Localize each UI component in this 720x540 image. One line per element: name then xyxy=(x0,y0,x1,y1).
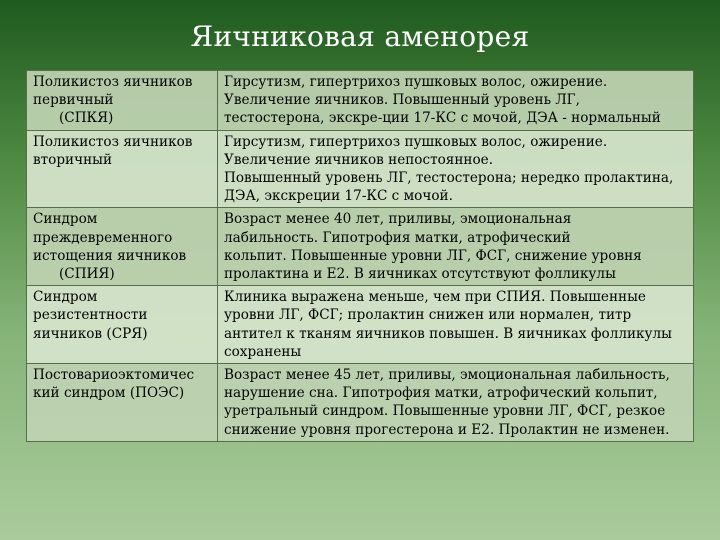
condition-cell xyxy=(27,286,218,364)
description-line: тестостерона, экскре-ции 17-КС с мочой, ДЭА - нормальный xyxy=(224,110,661,127)
condition-line: Синдром xyxy=(33,289,98,306)
description-line: уретральный синдром. Повышенные уровни ЛГ, ФСГ, резкое xyxy=(224,403,666,420)
slide-title: Яичниковая аменорея xyxy=(190,20,530,53)
table-row xyxy=(27,286,694,364)
description-line: лабильность. Гипотрофия матки, атрофический xyxy=(224,229,571,246)
description-line: кольпит. Повышенные уровни ЛГ, ФСГ, снижение уровня xyxy=(224,247,642,264)
description-line: Повышенный уровень ЛГ, тестостерона; нередко пролактина, xyxy=(224,170,674,187)
condition-line: кий синдром (ПОЭС) xyxy=(33,385,185,402)
description-line: уровни ЛГ, ФСГ; пролактин снижен или нормален, титр xyxy=(224,307,632,324)
condition-abbrev: (СПИЯ) xyxy=(59,266,115,283)
condition-line: резистентности xyxy=(33,307,148,324)
condition-line: Постовариоэктомичес xyxy=(33,367,195,384)
description-line: Возраст менее 40 лет, приливы, эмоциональная xyxy=(224,211,572,228)
description-line: пролактина и Е2. В яичниках отсутствуют фолликулы xyxy=(224,266,616,283)
condition-cell xyxy=(27,71,218,131)
description-line: Клиника выражена меньше, чем при СПИЯ. Повышенные xyxy=(224,289,646,306)
table-row xyxy=(27,364,694,442)
condition-line: первичный xyxy=(33,92,114,109)
condition-line: Поликистоз яичников xyxy=(33,74,193,90)
description-line: Возраст менее 45 лет, приливы, эмоциональная лабильность, xyxy=(224,367,670,384)
condition-cell xyxy=(27,364,218,442)
condition-line: Синдром xyxy=(33,211,98,228)
condition-line: истощения яичников xyxy=(33,247,187,264)
description-line: Увеличение яичников непостоянное. xyxy=(224,151,494,168)
condition-line: преждевременного xyxy=(33,229,173,246)
condition-line: Поликистоз яичников xyxy=(33,133,193,150)
description-cell xyxy=(218,71,694,131)
condition-abbrev: (СПКЯ) xyxy=(59,110,114,127)
table-row xyxy=(27,208,694,286)
description-line: антител к тканям яичников повышен. В яичниках фолликулы xyxy=(224,325,672,342)
description-cell xyxy=(218,130,694,208)
condition-cell xyxy=(27,130,218,208)
description-line: Гирсутизм, гипертрихоз пушковых волос, ожирение. xyxy=(224,133,608,150)
amenorrhea-table xyxy=(26,70,694,442)
description-line: сохранены xyxy=(224,343,302,360)
table-row xyxy=(27,130,694,208)
description-cell xyxy=(218,286,694,364)
description-cell xyxy=(218,364,694,442)
description-line: Увеличение яичников. Повышенный уровень ЛГ, xyxy=(224,92,580,109)
description-line: снижение уровня прогестерона и Е2. Пролактин не изменен. xyxy=(224,421,670,438)
description-line: Гирсутизм, гипертрихоз пушковых волос, ожирение. xyxy=(224,74,608,90)
description-line: нарушение сна. Гипотрофия матки, атрофический кольпит, xyxy=(224,385,658,402)
table-row xyxy=(27,71,694,131)
condition-cell xyxy=(27,208,218,286)
description-cell xyxy=(218,208,694,286)
description-line: ДЭА, экскреции 17-КС с мочой. xyxy=(224,188,453,205)
condition-line: вторичный xyxy=(33,151,113,168)
condition-line: яичников (СРЯ) xyxy=(33,325,148,342)
